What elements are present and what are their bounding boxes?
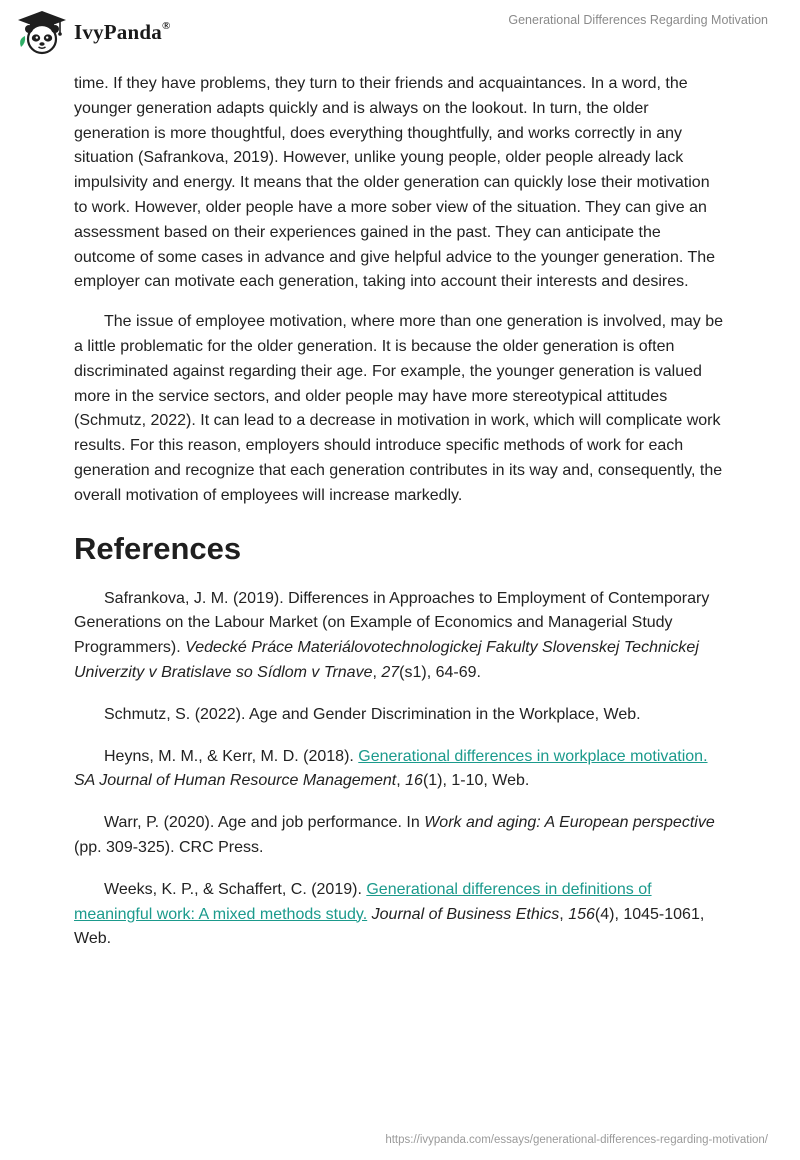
body-paragraph: The issue of employee motivation, where more than one generation is involved, may be a little problematic for the older generation. It is because the older generation is often discriminated against regarding their age. For example, the younger generation is valued more in the service sectors, and older people may have more stereotypical attitudes (Schmutz, 2022). It can lead to a decrease in motivation in work, which will complicate work results. For this reason, employers should introduce specific methods of work for each generation and recognize that each generation contributes in its way and, consequently, the overall motivation of employees will increase markedly. xyxy=(74,313,724,504)
body-paragraph-continued: time. If they have problems, they turn to their friends and acquaintances. In a word, the younger generation adapts quickly and is always on the lookout. In turn, the older generation is more thoughtful, does everything thoughtfully, and works correctly in any situation (Safrankova, 2019). However, unlike young people, older people already lack impulsivity and energy. It means that the older generation can quickly lose their motivation to work. However, older people have a more sober view of the situation. They can give an assessment based on their experiences gained in the past. They can anticipate the outcome of some cases in advance and give helpful advice to the younger generation. The employer can motivate each generation, taking into account their interests and desires. xyxy=(74,75,716,291)
reference-item: Schmutz, S. (2022). Age and Gender Discrimination in the Workplace, Web. xyxy=(104,705,641,723)
ivypanda-logo[interactable] xyxy=(16,9,170,55)
reference-item: Heyns, M. M., & Kerr, M. D. (2018). Generational differences in workplace motivation. SA Journal of Human Resource Management, 16(1), 1-10, Web. xyxy=(74,747,708,790)
essay-content xyxy=(74,72,724,969)
page-url[interactable]: https://ivypanda.com/essays/generational-differences-regarding-motivation/ xyxy=(385,1134,768,1146)
reference-link[interactable]: Generational differences in definitions of meaningful work: A mixed methods study. xyxy=(74,880,652,923)
reference-link[interactable]: Generational differences in workplace motivation. xyxy=(358,747,708,765)
panda-graduate-icon xyxy=(16,9,68,55)
registered-mark: ® xyxy=(161,19,171,32)
reference-item: Warr, P. (2020). Age and job performance. In Work and aging: A European perspective (pp. 309-325). CRC Press. xyxy=(74,814,715,856)
page-header xyxy=(0,0,800,64)
reference-item: Safrankova, J. M. (2019). Differences in Approaches to Employment of Contemporary Generations on the Labour Market (on Example of Economics and Managerial Study Programmers). Vedecké Práce Materiálovotechnologickej Fakulty Slovenskej Technickej Univerzity v Bratislave so Sídlom v Trnave, 27(s1), 64-69. xyxy=(74,589,710,681)
reference-item: Weeks, K. P., & Schaffert, C. (2019). Generational differences in definitions of meaningful work: A mixed methods study. Journal of Business Ethics, 156(4), 1045-1061, Web. xyxy=(74,880,705,948)
brand-name: IvyPanda® xyxy=(74,19,171,44)
running-title: Generational Differences Regarding Motivation xyxy=(508,13,768,27)
references-heading: References xyxy=(74,530,242,566)
